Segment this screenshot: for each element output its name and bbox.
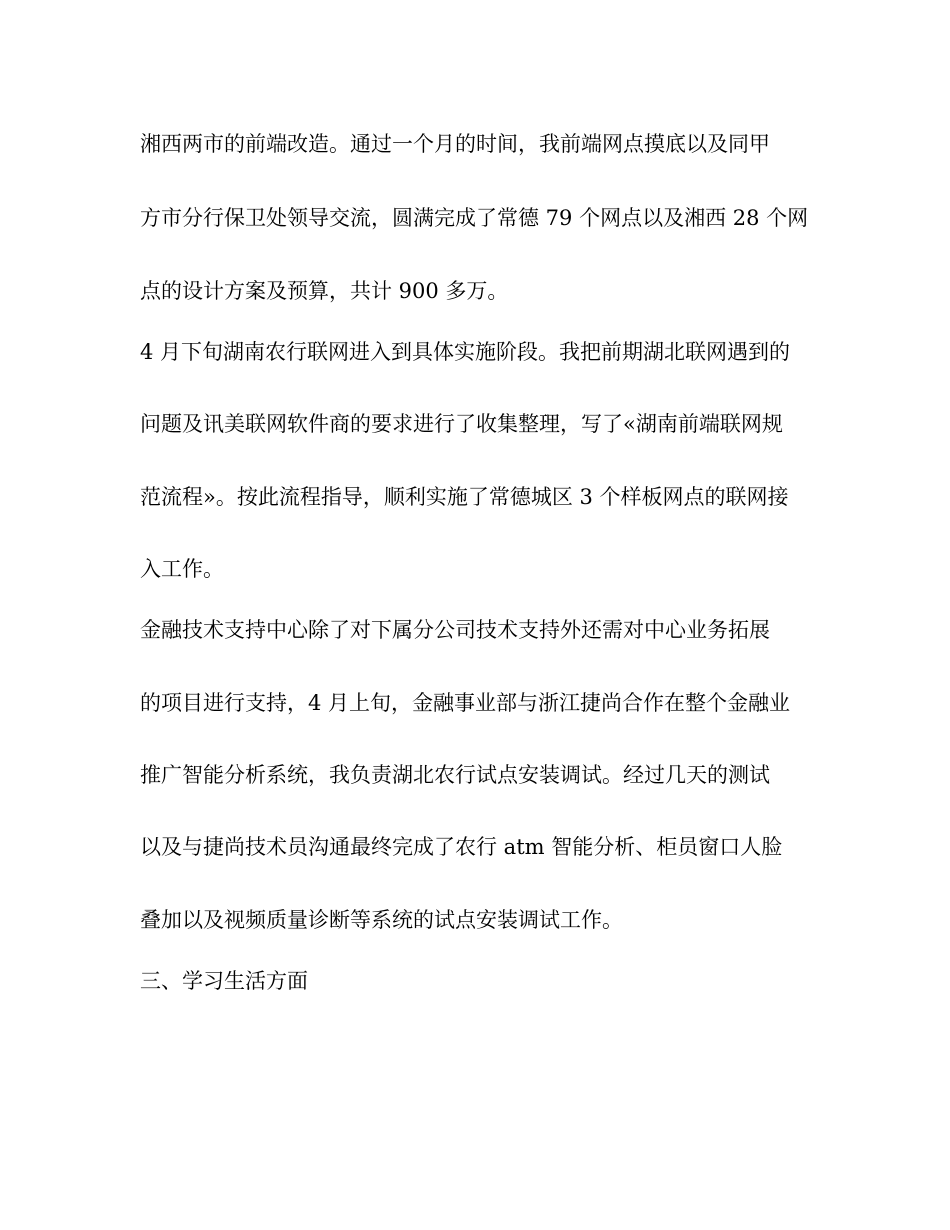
- paragraph-line: 湘西两市的前端改造。通过一个月的时间，我前端网点摸底以及同甲: [140, 132, 770, 156]
- paragraph-line: 4 月下旬湖南农行联网进入到具体实施阶段。我把前期湖北联网遇到的: [140, 340, 791, 364]
- paragraph-line: 金融技术支持中心除了对下属分公司技术支持外还需对中心业务拓展: [140, 618, 770, 642]
- paragraph-line: 以及与捷尚技术员沟通最终完成了农行 atm 智能分析、柜员窗口人脸: [140, 835, 783, 859]
- paragraph-line: 叠加以及视频质量诊断等系统的试点安装调试工作。: [140, 908, 623, 932]
- section-heading: 三、学习生活方面: [140, 969, 308, 993]
- paragraph-line: 入工作。: [140, 557, 224, 581]
- paragraph-line: 方市分行保卫处领导交流，圆满完成了常德 79 个网点以及湘西 28 个网: [140, 206, 809, 230]
- paragraph-line: 点的设计方案及预算，共计 900 多万。: [140, 279, 509, 303]
- paragraph-line: 的项目进行支持，4 月上旬，金融事业部与浙江捷尚合作在整个金融业: [140, 691, 791, 715]
- paragraph-line: 问题及讯美联网软件商的要求进行了收集整理，写了«湖南前端联网规: [140, 412, 783, 436]
- paragraph-line: 范流程»。按此流程指导，顺利实施了常德城区 3 个样板网点的联网接: [140, 485, 789, 509]
- paragraph-line: 推广智能分析系统，我负责湖北农行试点安装调试。经过几天的测试: [140, 763, 770, 787]
